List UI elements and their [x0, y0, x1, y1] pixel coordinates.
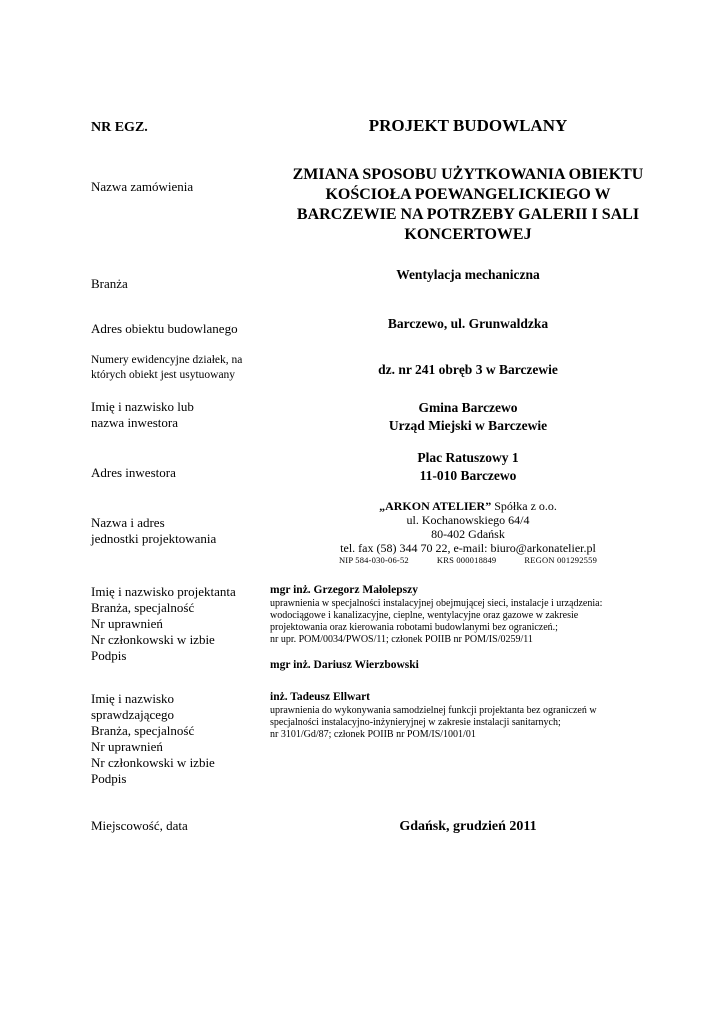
reviewer-credentials: [270, 705, 680, 741]
label-trade: Branża: [91, 276, 128, 291]
design-unit-regon: REGON 001292559: [524, 555, 598, 565]
designer-1-line: wodociągowe i kanalizacyjne, cieplne, wentylacyjne oraz gazowe w zakresie: [270, 610, 579, 621]
reviewer-name: inż. Tadeusz Ellwart: [270, 691, 371, 703]
label-investor: Imię i nazwisko lub nazwa inwestora: [91, 399, 194, 430]
reviewer: [270, 690, 680, 741]
designer-1-name: mgr inż. Grzegorz Małolepszy: [270, 584, 418, 596]
value-investor: Gmina Barczewo Urząd Miejski w Barczewie: [388, 400, 548, 433]
label-design-unit: Nazwa i adres jednostki projektowania: [91, 515, 217, 546]
designer-2: [270, 658, 680, 673]
designer-1-line: uprawnienia w specjalności instalacyjnej obejmującej sieci, instalacje i urządzenia:: [270, 598, 603, 609]
label-order-name: Nazwa zamówienia: [91, 179, 194, 194]
value-place-date: Gdańsk, grudzień 2011: [399, 819, 537, 834]
value-plot-numbers: dz. nr 241 obręb 3 w Barczewie: [378, 362, 558, 377]
design-unit-block: [258, 499, 678, 566]
designer-1-line: projektowania oraz kierowania robotami budowlanymi bez ograniczeń.;: [270, 622, 558, 633]
design-unit-name-bold: „ARKON ATELIER”: [379, 499, 492, 513]
reviewer-line: nr 3101/Gd/87; członek POIIB nr POM/IS/1001/01: [270, 729, 476, 740]
design-unit-contact: tel. fax (58) 344 70 22, e-mail: biuro@arkonatelier.pl: [340, 541, 596, 555]
label-plot-numbers: Numery ewidencyjne działek, na których obiekt jest usytuowany: [91, 354, 243, 381]
value-building-address: Barczewo, ul. Grunwaldzka: [387, 316, 549, 331]
design-unit-city: 80-402 Gdańsk: [431, 527, 505, 541]
designer-1-credentials: [270, 598, 680, 646]
designer-1: [270, 583, 680, 646]
copy-number-label: NR EGZ.: [91, 120, 148, 135]
design-unit-name: [258, 499, 678, 513]
designer-1-line: nr upr. POM/0034/PWOS/11; członek POIIB nr POM/IS/0259/11: [270, 634, 533, 645]
value-trade: Wentylacja mechaniczna: [396, 267, 540, 282]
design-unit-krs: KRS 000018849: [436, 555, 497, 565]
value-order-name: ZMIANA SPOSOBU UŻYTKOWANIA OBIEKTU KOŚCIOŁA POEWANGELICKIEGO W BARCZEWIE NA POTRZEBY GALERII I SALI KONCERTOWEJ: [292, 166, 644, 243]
label-place-date: Miejscowość, data: [91, 818, 188, 833]
reviewer-line: specjalności instalacyjno-inżynieryjnej w zakresie instalacji sanitarnych;: [270, 717, 561, 728]
reviewer-line: uprawnienia do wykonywania samodzielnej funkcji projektanta bez ograniczeń w: [270, 705, 597, 716]
label-reviewer: Imię i nazwisko sprawdzającego Branża, specjalność Nr uprawnień Nr członkowski w izbie Podpis: [91, 691, 215, 786]
label-investor-address: Adres inwestora: [91, 465, 176, 480]
document-title: PROJEKT BUDOWLANY: [368, 116, 568, 135]
value-investor-address: Plac Ratuszowy 1 11-010 Barczewo: [417, 450, 519, 483]
label-designer: Imię i nazwisko projektanta Branża, specjalność Nr uprawnień Nr członkowski w izbie Podpis: [91, 584, 236, 663]
design-unit-name-rest: Spółka z o.o.: [491, 499, 557, 513]
label-building-address: Adres obiektu budowlanego: [91, 321, 238, 336]
design-unit-registry: [258, 555, 678, 566]
design-unit-nip: NIP 584-030-06-52: [338, 555, 409, 565]
design-unit-street: ul. Kochanowskiego 64/4: [406, 513, 530, 527]
designer-2-name: mgr inż. Dariusz Wierzbowski: [270, 659, 419, 671]
